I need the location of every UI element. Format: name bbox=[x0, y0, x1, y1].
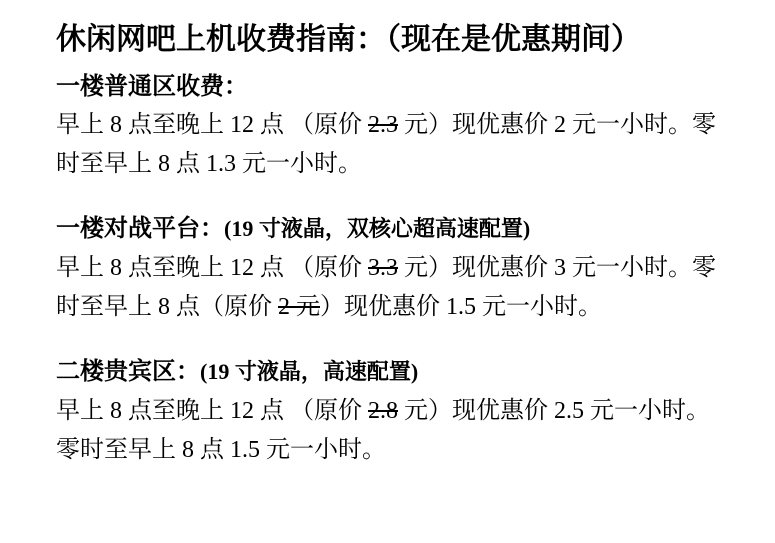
original-price-struck: 2.8 bbox=[368, 397, 398, 424]
pricing-line bbox=[56, 249, 745, 288]
pricing-text: 元）现优惠价 3 元一小时。零 bbox=[398, 255, 716, 281]
section-heading-label: 一楼普通区收费： bbox=[56, 73, 248, 100]
pricing-line bbox=[56, 288, 745, 327]
pricing-text: 早上 8 点至晚上 12 点 （原价 bbox=[56, 397, 368, 424]
pricing-sections bbox=[56, 68, 745, 470]
section-heading bbox=[56, 210, 745, 249]
pricing-text: 时至早上 8 点 1.3 元一小时。 bbox=[56, 151, 362, 178]
pricing-section bbox=[56, 68, 745, 185]
section-heading bbox=[56, 353, 745, 392]
original-price-struck: 2 元 bbox=[278, 293, 320, 320]
pricing-text: 早上 8 点至晚上 12 点 （原价 bbox=[56, 255, 368, 281]
pricing-line bbox=[56, 106, 745, 145]
section-heading-spec: (19 寸液晶，双核心超高速配置) bbox=[224, 216, 531, 242]
pricing-line bbox=[56, 145, 745, 184]
pricing-text: 零时至早上 8 点 1.5 元一小时。 bbox=[56, 436, 386, 463]
page-title: 休闲网吧上机收费指南：（现在是优惠期间） bbox=[56, 23, 641, 56]
section-spacer bbox=[56, 327, 745, 353]
section-heading-spec: (19 寸液晶，高速配置) bbox=[200, 358, 419, 384]
pricing-line bbox=[56, 392, 745, 431]
pricing-text: 早上 8 点至晚上 12 点 （原价 bbox=[56, 112, 368, 139]
pricing-text: 元）现优惠价 2.5 元一小时。 bbox=[398, 397, 710, 424]
section-heading-label: 二楼贵宾区： bbox=[56, 358, 200, 385]
original-price-struck: 3.3 bbox=[368, 255, 398, 281]
section-spacer bbox=[56, 184, 745, 210]
section-heading bbox=[56, 68, 745, 107]
pricing-text: 元）现优惠价 2 元一小时。零 bbox=[398, 112, 716, 139]
pricing-section bbox=[56, 353, 745, 470]
section-heading-label: 一楼对战平台： bbox=[56, 216, 224, 243]
pricing-section bbox=[56, 210, 745, 327]
original-price-struck: 2.3 bbox=[368, 112, 398, 139]
pricing-line bbox=[56, 431, 745, 470]
pricing-text: ）现优惠价 1.5 元一小时。 bbox=[320, 293, 602, 320]
pricing-text: 时至早上 8 点（原价 bbox=[56, 293, 278, 320]
